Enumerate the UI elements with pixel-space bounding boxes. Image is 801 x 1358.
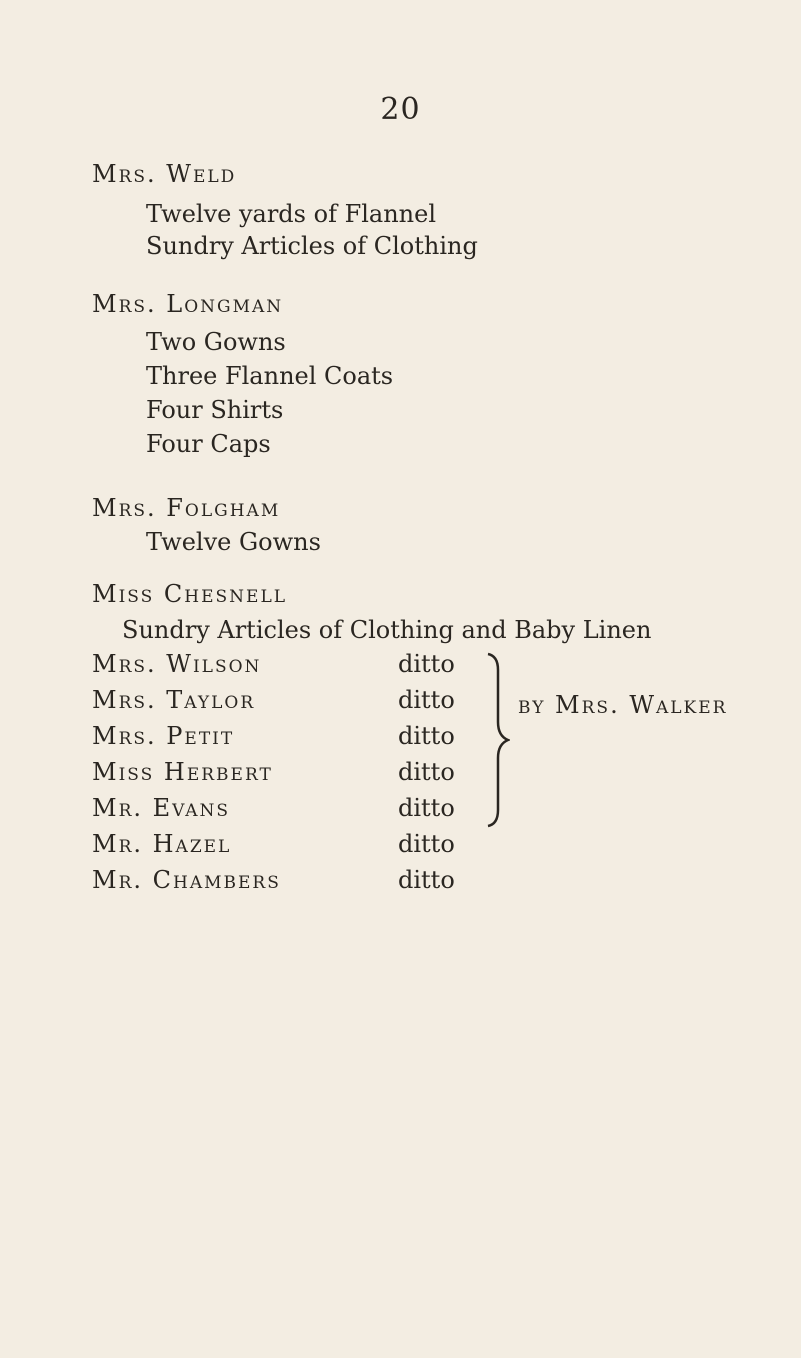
donor-name: Mrs. Folgham bbox=[92, 494, 281, 522]
donor-name: Mrs. Weld bbox=[92, 160, 237, 188]
right-brace-icon bbox=[486, 650, 510, 830]
ditto-entry: ditto bbox=[398, 794, 455, 822]
donor-name: Mrs. Taylor bbox=[92, 686, 256, 714]
donor-name: Mrs. Petit bbox=[92, 722, 235, 750]
attribution-text: by Mrs. Walker bbox=[518, 691, 728, 719]
donor-name: Mr. Evans bbox=[92, 794, 231, 822]
page-number: 20 bbox=[380, 92, 421, 127]
donor-name: Mr. Hazel bbox=[92, 830, 232, 858]
donation-item: Four Caps bbox=[146, 430, 271, 458]
donor-name: Miss Herbert bbox=[92, 758, 273, 786]
donation-item: Sundry Articles of Clothing and Baby Linen bbox=[122, 616, 652, 644]
donation-item: Sundry Articles of Clothing bbox=[146, 232, 478, 260]
donation-item: Two Gowns bbox=[146, 328, 286, 356]
donor-name: Miss Chesnell bbox=[92, 580, 288, 608]
ditto-entry: ditto bbox=[398, 758, 455, 786]
ditto-entry: ditto bbox=[398, 722, 455, 750]
donation-item: Twelve Gowns bbox=[146, 528, 321, 556]
donor-name: Mrs. Longman bbox=[92, 290, 284, 318]
donation-item: Four Shirts bbox=[146, 396, 284, 424]
donor-name: Mrs. Wilson bbox=[92, 650, 262, 678]
ditto-entry: ditto bbox=[398, 866, 455, 894]
ditto-entry: ditto bbox=[398, 686, 455, 714]
ditto-entry: ditto bbox=[398, 830, 455, 858]
donor-name: Mr. Chambers bbox=[92, 866, 281, 894]
ditto-entry: ditto bbox=[398, 650, 455, 678]
donation-item: Three Flannel Coats bbox=[146, 362, 394, 390]
donation-item: Twelve yards of Flannel bbox=[146, 200, 437, 228]
